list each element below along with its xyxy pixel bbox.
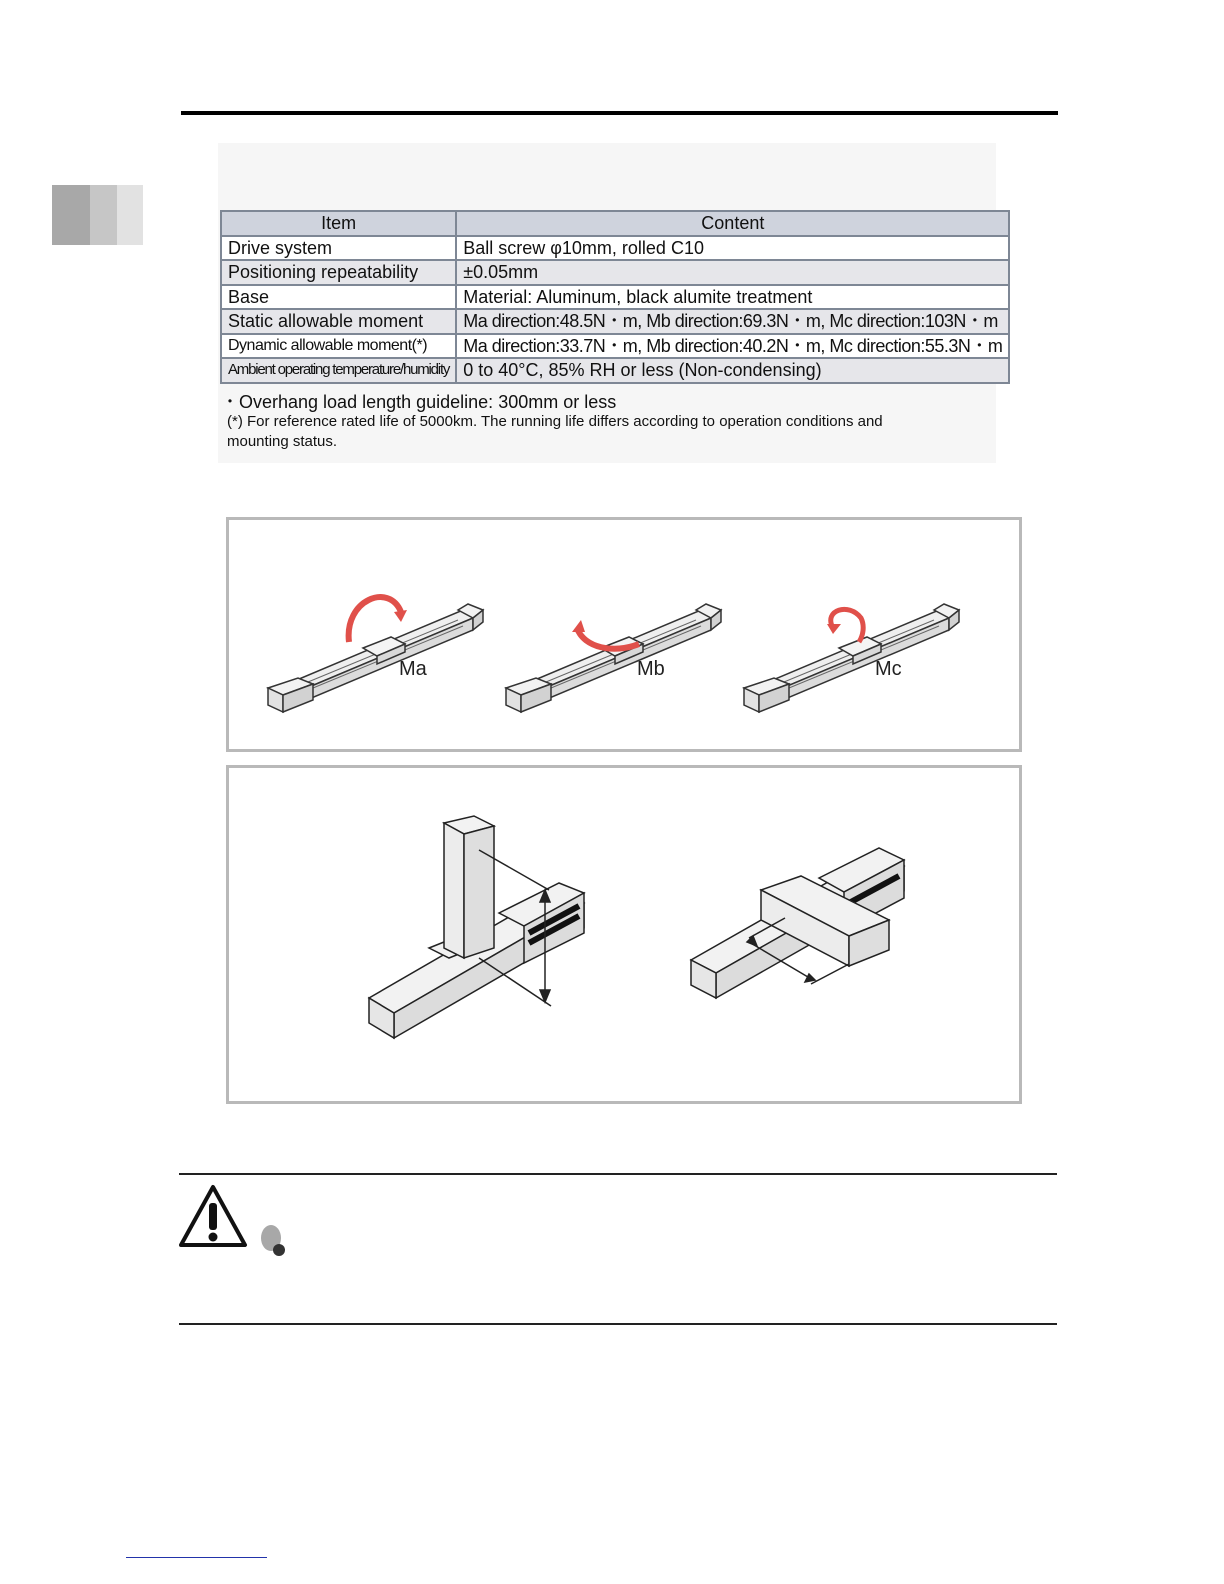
row-content: Ma direction:48.5N・m, Mb direction:69.3N・m, Mc direction:103N・m (456, 309, 1009, 334)
ma-arrow-icon (349, 597, 401, 642)
table-row (221, 260, 1009, 285)
label-mc: Mc (875, 658, 902, 680)
warning-triangle-icon (178, 1184, 248, 1248)
table-row (221, 309, 1009, 334)
table-row (221, 285, 1009, 310)
caution-rule-bottom (179, 1323, 1057, 1325)
label-ma: Ma (399, 658, 427, 680)
row-content: Ball screw φ10mm, rolled C10 (456, 236, 1009, 261)
caution-rule-top (179, 1173, 1057, 1175)
overhang-diagram (229, 768, 1019, 1101)
note-bullet-icon (259, 1222, 289, 1258)
row-item: Base (221, 285, 456, 310)
row-item: Dynamic allowable moment(*) (221, 334, 456, 359)
row-item: Drive system (221, 236, 456, 261)
row-item: Static allowable moment (221, 309, 456, 334)
spec-table (220, 210, 1010, 384)
header-rule (181, 111, 1058, 115)
table-row (221, 358, 1009, 383)
moment-direction-figure (226, 517, 1022, 752)
actuator-mb (506, 604, 721, 712)
actuator-mc (744, 604, 959, 712)
row-item: Positioning repeatability (221, 260, 456, 285)
actuator-ma (268, 604, 483, 712)
overhang-note: ・Overhang load length guideline: 300mm or less (221, 392, 617, 412)
footnote: (*) For reference rated life of 5000km. The running life differs according to operation conditions and mounting status. (227, 413, 883, 450)
row-content: Material: Aluminum, black alumite treatment (456, 285, 1009, 310)
table-row (221, 236, 1009, 261)
vertical-load-actuator (369, 816, 584, 1038)
label-mb: Mb (637, 658, 665, 680)
horizontal-load-actuator (691, 848, 904, 998)
row-item: Ambient operating temperature/humidity (221, 358, 456, 383)
row-content: 0 to 40°C, 85% RH or less (Non-condensing) (456, 358, 1009, 383)
header-item: Item (221, 211, 456, 236)
row-content: Ma direction:33.7N・m, Mb direction:40.2N・m, Mc direction:55.3N・m (456, 334, 1009, 359)
chapter-tab-marker (52, 185, 143, 245)
moment-diagram (229, 520, 1019, 749)
table-header-row (221, 211, 1009, 236)
table-row (221, 334, 1009, 359)
header-content: Content (456, 211, 1009, 236)
row-content: ±0.05mm (456, 260, 1009, 285)
overhang-figure (226, 765, 1022, 1104)
footer-link-underline (126, 1557, 267, 1558)
